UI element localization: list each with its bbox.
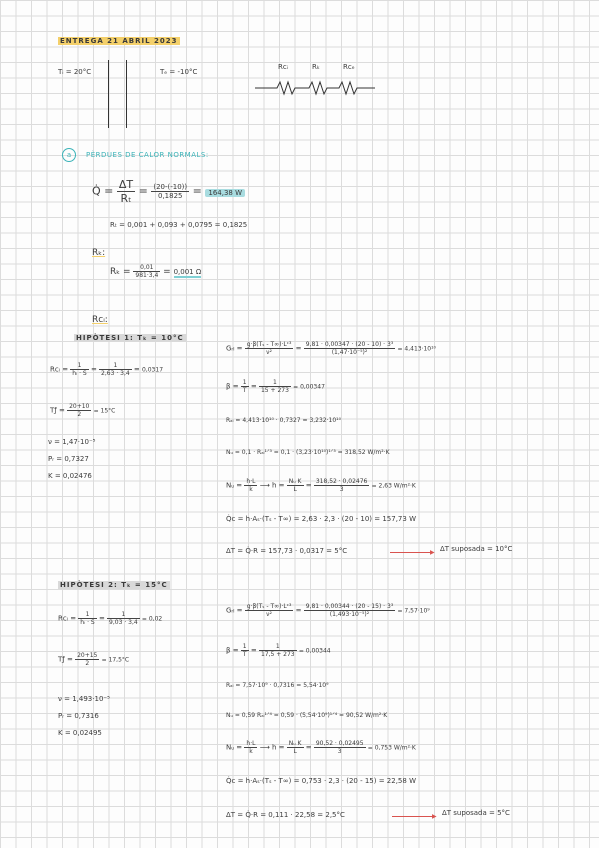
h2-h-lhs: Nᵤ = <box>226 743 243 752</box>
eq1-lhs: Q̇ = <box>92 184 114 198</box>
h2-beta-den1: T <box>242 651 247 658</box>
h2-nusselt: Nᵤ = 0,59 Rₐₗ¹ᐟ⁴ = 0,59 · (5,54·10⁹)¹ᐟ⁴ = 90,52 W/m²·K <box>226 712 388 719</box>
h2-h-num: h·L <box>246 740 256 747</box>
h1-gr-den: ν² <box>266 349 272 356</box>
h1-rci-equation: Rᴄᵢ = $\frac{1}{\text{hᵢ · S}}$ = $\frac{1}{2,63 \cdot 3,4}$ = 0,0317 <box>50 362 164 377</box>
h1-h-mid: ⟶ h = <box>259 481 285 490</box>
outer-temperature: Tₑ = -10°C <box>160 68 198 76</box>
h1-heat-flow: Q̇ᴄ = h·Aₛ·(Tₛ - T∞) = 2,63 · 2,3 · (20 - 10) = 157,73 W <box>226 515 416 523</box>
resistor-circuit-diagram <box>255 78 375 98</box>
h2-h-den3: 3 <box>337 748 342 755</box>
h1-h-num: h·L <box>246 478 256 485</box>
h2-h-den2: L <box>293 748 297 755</box>
h1-beta-den2: 15 + 273 <box>260 387 289 394</box>
h1-gr-lhs: Gᵣₗ = <box>226 344 243 353</box>
h1-conductivity: K = 0,02476 <box>48 472 92 480</box>
h1-beta-lhs: β = <box>226 382 239 391</box>
eq1-result: 164,38 W <box>205 189 245 197</box>
resistor-label-rk: Rₖ <box>312 63 320 71</box>
hypothesis-1-title: HIPÒTESI 1: Tₖ = 10°C <box>76 334 184 342</box>
h1-tf-lhs: Tƒ = <box>50 406 65 415</box>
h2-arrow-line <box>392 816 434 817</box>
h2-grashof-equation: Gᵣₗ = $\frac{\text{g·β(Tₛ - T∞)·Lᶜ³}}{\text{ν²}}$ = $\frac{\text{9,81 · 0,00344 · (20 - 15) · 3³}}{\text{(1,493·10⁻⁵)²}}$ = 7,57·10⁹ <box>226 603 430 618</box>
h2-beta-num1: 1 <box>242 643 247 650</box>
h1-h-den2: L <box>293 486 297 493</box>
h1-viscosity: ν = 1,47·10⁻⁵ <box>48 438 96 446</box>
h2-h-coefficient-equation: Nᵤ = $\frac{h\cdot L}{k}$ ⟶ h = $\frac{\text{Nᵤ K}}{L}$ = $\frac{90,52 \cdot 0,02495}{3}$ = 0,753 W/m²·K <box>226 740 416 755</box>
eq1-num2: (20-(-10)) <box>153 183 188 191</box>
h2-tf-num: 20+15 <box>77 652 98 659</box>
h1-gr-den2: (1,47·10⁻⁵)² <box>331 349 368 356</box>
h2-h-mid: ⟶ h = <box>259 743 285 752</box>
h1-gr-num: g·β(Tₛ - T∞)·Lᶜ³ <box>246 341 292 348</box>
h2-beta-equation: β = $\frac{1}{T}$ = $\frac{1}{17,5 + 273}$ = 0,00344 <box>226 643 331 658</box>
h2-beta-lhs: β = <box>226 646 239 655</box>
section-marker: a <box>62 148 76 162</box>
h1-tf-result: = 15°C <box>93 407 116 415</box>
h1-rci-lhs: Rᴄᵢ = <box>50 365 69 374</box>
rk-result: 0,001 Ω <box>173 268 202 276</box>
h1-rci-result: 0,0317 <box>142 366 164 374</box>
rk-equation: Rₖ = $\frac{0,01}{981\cdot 3,4}$ = 0,001 Ω <box>110 264 202 279</box>
h1-h-den3: 3 <box>339 486 344 493</box>
inner-temperature: Tᵢ = 20°C <box>58 68 92 76</box>
h2-gr-lhs: Gᵣₗ = <box>226 606 243 615</box>
h1-rci-num1: 1 <box>70 362 88 370</box>
wall-line-right <box>126 60 127 128</box>
h1-beta-equation: β = $\frac{1}{T}$ = $\frac{1}{15 + 273}$ = 0,00347 <box>226 379 325 394</box>
resistor-label-rce: Rᴄₑ <box>343 63 355 71</box>
h1-h-den: k <box>249 486 253 493</box>
h2-rci-den2: 9,03 · 3,4 <box>109 619 138 626</box>
h1-film-temperature <box>50 403 115 418</box>
h2-heat-flow: Q̇ᴄ = h·Aₛ·(Tₛ - T∞) = 0,753 · 2,3 · (20 - 15) = 22,58 W <box>226 777 416 785</box>
h2-gr-den: ν² <box>266 611 272 618</box>
h1-beta-num1: 1 <box>242 379 247 386</box>
h1-arrow-line <box>390 552 432 553</box>
h2-tf-den: 2 <box>85 660 90 667</box>
h1-assumed-delta-t: ΔT suposada = 10°C <box>440 545 513 553</box>
h1-beta-den1: T <box>242 387 247 394</box>
h1-h-num3: 318,52 · 0,02476 <box>315 478 368 485</box>
wall-line-left <box>108 60 109 128</box>
h2-rayleigh: Rₐₗ = 7,57·10⁹ · 0,7316 = 5,54·10⁹ <box>226 682 329 689</box>
h1-beta-result: = 0,00347 <box>293 383 325 391</box>
h2-rci-den1: hᵢ · S <box>80 619 95 626</box>
h2-h-result: = 0,753 W/m²·K <box>367 744 416 752</box>
h1-h-num2: Nᵤ K <box>288 478 302 485</box>
resistor-label-rci: Rᴄᵢ <box>278 63 288 71</box>
rk-num: 0,01 <box>133 264 160 272</box>
rk-lhs: Rₖ = <box>110 267 131 277</box>
h2-beta-den2: 17,5 + 273 <box>260 651 295 658</box>
rk-den: 981·3,4 <box>135 272 159 279</box>
h2-h-num2: Nᵤ K <box>288 740 302 747</box>
h2-beta-result: = 0,00344 <box>298 647 331 655</box>
h2-viscosity: ν = 1,493·10⁻⁵ <box>58 695 110 703</box>
eq1-den2: 0,1825 <box>157 192 183 200</box>
h2-rci-result: = 0,02 <box>141 615 163 623</box>
h2-assumed-delta-t: ΔT suposada = 5°C <box>442 809 510 817</box>
h1-delta-t: ΔT = Q̇·R = 157,73 · 0,0317 = 5°C <box>226 547 348 555</box>
h1-tf-den: 2 <box>77 411 82 418</box>
h1-rci-num2: 1 <box>99 362 132 370</box>
h2-beta-num2: 1 <box>259 643 297 651</box>
h2-delta-t: ΔT = Q̇·R = 0,111 · 22,58 = 2,5°C <box>226 811 345 819</box>
h2-rci-lhs: Rᴄᵢ = <box>58 614 77 623</box>
h1-h-lhs: Nᵤ = <box>226 481 243 490</box>
page-title: ENTREGA 21 ABRIL 2023 <box>60 37 178 45</box>
h2-conductivity: K = 0,02495 <box>58 729 102 737</box>
h1-grashof-equation: Gᵣₗ = $\frac{\text{g·β(Tₛ - T∞)·Lᶜ³}}{\text{ν²}}$ = $\frac{\text{9,81 · 0,00347 · (20 - 10) · 3³}}{\text{(1,47·10⁻⁵)²}}$ = 4,413·10¹⁰ <box>226 341 436 356</box>
h2-gr-den2: (1,493·10⁻⁵)² <box>329 611 370 618</box>
h2-prandtl: Pᵣ = 0,7316 <box>58 712 99 720</box>
hypothesis-2-title: HIPÒTESI 2: Tₖ = 15°C <box>60 581 168 589</box>
rk-label: Rₖ: <box>92 248 106 258</box>
h2-tf-lhs: Tƒ = <box>58 655 73 664</box>
h1-nusselt: Nᵤ = 0,1 · Rₐₗ¹ᐟ³ = 0,1 · (3,23·10¹⁰)¹ᐟ³ = 318,52 W/m²·K <box>226 449 390 456</box>
rci-label: Rᴄᵢ: <box>92 315 108 325</box>
h1-arrow-head-icon: ▶ <box>430 549 435 556</box>
h2-film-temperature <box>58 652 129 667</box>
section-title: PÈRDUES DE CALOR NORMALS: <box>86 151 209 159</box>
h1-gr-num2: 9,81 · 0,00347 · (20 - 10) · 3³ <box>305 341 394 348</box>
h1-prandtl: Pᵣ = 0,7327 <box>48 455 89 463</box>
h1-rci-den1: hᵢ · S <box>72 370 87 377</box>
h2-rci-equation: Rᴄᵢ = $\frac{1}{\text{hᵢ · S}}$ = $\frac{1}{9,03 \cdot 3,4}$ = 0,02 <box>58 611 163 626</box>
h2-h-num3: 90,52 · 0,02495 <box>315 740 364 747</box>
h1-beta-num2: 1 <box>259 379 291 387</box>
h2-gr-num2: 9,81 · 0,00344 · (20 - 15) · 3³ <box>305 603 394 610</box>
h1-rci-den2: 2,63 · 3,4 <box>101 370 130 377</box>
h2-gr-result: = 7,57·10⁹ <box>397 607 430 615</box>
h2-arrow-head-icon: ▶ <box>432 813 437 820</box>
heat-flow-equation: Q̇ = $\frac{\Delta T}{\text{Rₜ}}$ = $\frac{(20-(-10))}{0,1825}$ = 164,38 W <box>92 178 245 205</box>
h1-rayleigh: Rₐₗ = 4,413·10¹⁰ · 0,7327 = 3,232·10¹⁰ <box>226 417 341 424</box>
total-resistance: Rₜ = 0,001 + 0,093 + 0,0795 = 0,1825 <box>110 221 248 229</box>
h1-gr-result: = 4,413·10¹⁰ <box>397 345 436 353</box>
h2-rci-num2: 1 <box>107 611 140 619</box>
h1-h-result: = 2,63 W/m²·K <box>371 482 416 490</box>
h2-gr-num: g·β(Tₛ - T∞)·Lᶜ³ <box>246 603 292 610</box>
h1-tf-num: 20+10 <box>69 403 90 410</box>
eq1-num1: ΔT <box>118 178 134 191</box>
eq1-den1: Rₜ <box>120 192 132 205</box>
h2-tf-result: = 17,5°C <box>101 656 130 664</box>
h1-h-coefficient-equation: Nᵤ = $\frac{h\cdot L}{k}$ ⟶ h = $\frac{\text{Nᵤ K}}{L}$ = $\frac{318,52 \cdot 0,02476}{3}$ = 2,63 W/m²·K <box>226 478 416 493</box>
h2-rci-num1: 1 <box>78 611 96 619</box>
h2-h-den: k <box>249 748 253 755</box>
